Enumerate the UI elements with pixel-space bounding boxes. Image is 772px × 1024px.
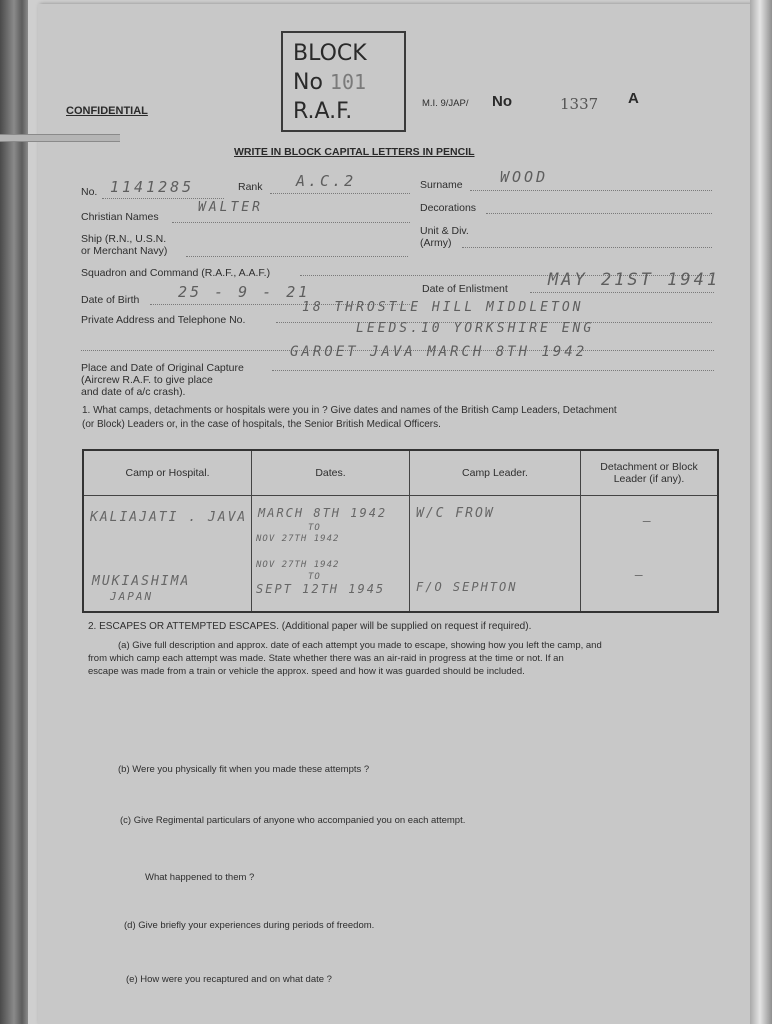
capture-label-3: and date of a/c crash). (81, 386, 186, 398)
page-stack-edge (750, 0, 772, 1024)
row2-detachment: — (581, 554, 719, 612)
stamp-block-text: BLOCK (293, 41, 367, 66)
binding-string (0, 134, 120, 142)
decorations-line (486, 213, 712, 214)
ref-code: M.I. 9/JAP/ (422, 98, 469, 109)
row1-camp: KALIAJATI . JAVA (83, 496, 252, 554)
question-2d-text: (d) Give briefly your experiences during periods of freedom. (124, 920, 375, 931)
question-2a-text-3: escape was made from a train or vehicle the approx. speed and how it was guarded should be included. (88, 666, 525, 677)
surname-line (470, 190, 712, 191)
squadron-label: Squadron and Command (R.A.F., A.A.F.) (81, 267, 271, 279)
address-value-2: LEEDS.10 YORKSHIRE ENG (356, 321, 595, 336)
dob-value: 25 - 9 - 21 (178, 283, 311, 301)
no-field-value: 1141285 (110, 178, 195, 196)
capture-value: GAROET JAVA MARCH 8TH 1942 (290, 344, 588, 360)
no-label: No (492, 93, 512, 110)
table-row (83, 496, 718, 554)
row1-dates: MARCH 8TH 1942 TO NOV 27TH 1942 (252, 496, 410, 554)
stamp-raf-text: R.A.F. (293, 99, 353, 124)
row1-leader: W/C FROW (410, 496, 581, 554)
christian-names-value: WALTER (198, 200, 263, 215)
question-2c-text: (c) Give Regimental particulars of anyone who accompanied you on each attempt. (120, 815, 466, 826)
question-1-text-1: 1. What camps, detachments or hospitals were you in ? Give dates and names of the British Camp Leaders, Detachment (82, 405, 617, 416)
christian-names-line (172, 222, 410, 223)
unit-label-1: Unit & Div. (420, 225, 469, 237)
unit-label-2: (Army) (420, 237, 452, 249)
header-camp-leader: Camp Leader. (410, 450, 581, 496)
rank-value: A.C.2 (296, 172, 357, 190)
question-2a-text-2: from which camp each attempt was made. State whether there was an air-raid in progress at the time or not. If an (88, 653, 564, 664)
header-detachment: Detachment or Block Leader (if any). (581, 450, 719, 496)
table-row (83, 554, 718, 612)
no-field-line (102, 198, 224, 199)
surname-label: Surname (420, 179, 463, 191)
row2-dates: NOV 27TH 1942 TO SEPT 12TH 1945 (252, 554, 410, 612)
enlistment-value: MAY 21ST 1941 (548, 270, 721, 290)
ship-label-1: Ship (R.N., U.S.N. (81, 233, 167, 245)
form-suffix: A (628, 90, 639, 107)
instruction-heading: WRITE IN BLOCK CAPITAL LETTERS IN PENCIL (234, 146, 475, 158)
question-2b-text: (b) Were you physically fit when you made these attempts ? (118, 764, 370, 775)
address-label: Private Address and Telephone No. (81, 314, 246, 326)
form-number: 1337 (560, 95, 599, 113)
row1-detachment: — (581, 496, 719, 554)
capture-label-1: Place and Date of Original Capture (81, 362, 244, 374)
unit-line (462, 247, 712, 248)
decorations-label: Decorations (420, 202, 477, 214)
question-2c-subtext: What happened to them ? (145, 872, 255, 883)
stamp-number-line: No 101 (293, 70, 367, 95)
dob-label: Date of Birth (81, 294, 140, 306)
ship-label-2: or Merchant Navy) (81, 245, 168, 257)
capture-label-2: (Aircrew R.A.F. to give place (81, 374, 213, 386)
ship-line (186, 256, 408, 257)
camps-table (82, 449, 719, 613)
enlistment-line (530, 292, 714, 293)
surname-value: WOOD (500, 168, 549, 186)
question-2-heading: 2. ESCAPES OR ATTEMPTED ESCAPES. (Additional paper will be supplied on request if required). (88, 621, 532, 632)
question-1-text-2: (or Block) Leaders or, in the case of hospitals, the Senior British Medical Officers. (82, 419, 441, 430)
block-stamp (281, 31, 406, 132)
row2-camp: MUKIASHIMA JAPAN (83, 554, 252, 612)
question-2e-text: (e) How were you recaptured and on what date ? (126, 974, 332, 985)
camps-table-header (83, 450, 718, 496)
christian-names-label: Christian Names (81, 211, 159, 223)
address-value-1: 18 THROSTLE HILL MIDDLETON (302, 300, 584, 315)
question-2a-text-1: (a) Give full description and approx. date of each attempt you made to escape, showing how you left the camp, and (118, 640, 602, 651)
no-field-label: No. (81, 186, 98, 198)
rank-line (270, 193, 410, 194)
header-camp: Camp or Hospital. (83, 450, 252, 496)
confidential-label: CONFIDENTIAL (66, 105, 148, 117)
capture-line (272, 370, 714, 371)
row2-leader: F/O SEPHTON (410, 554, 581, 612)
stamp-number: 101 (329, 70, 367, 94)
enlistment-label: Date of Enlistment (422, 283, 508, 295)
header-dates: Dates. (252, 450, 410, 496)
rank-label: Rank (238, 181, 263, 193)
